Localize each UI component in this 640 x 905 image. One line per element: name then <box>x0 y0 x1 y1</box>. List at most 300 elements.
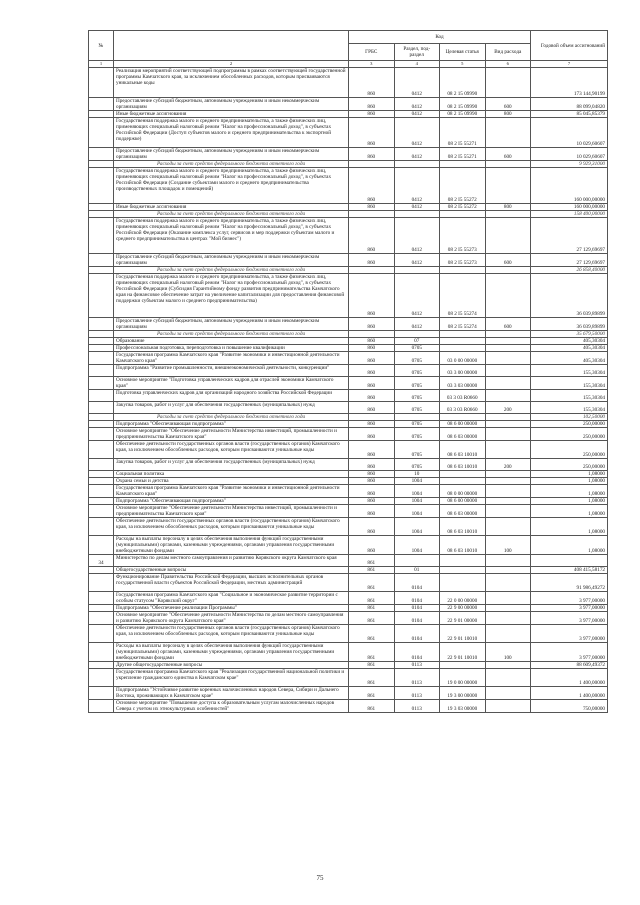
idx-2: 2 <box>114 61 349 68</box>
table-row <box>89 536 608 555</box>
row-grbs: 860 <box>349 365 395 377</box>
row-razdel: 0705 <box>394 365 440 377</box>
row-vr <box>485 267 531 274</box>
row-cs <box>440 567 486 574</box>
table-row <box>89 402 608 414</box>
header-sum: Годовой объем ассигнований <box>531 31 608 61</box>
row-razdel: 01 <box>394 567 440 574</box>
table-row <box>89 118 608 148</box>
row-vr <box>485 625 531 643</box>
idx-5: 5 <box>440 61 486 68</box>
row-sum: 3 977,00000 <box>531 625 608 643</box>
row-vr <box>485 414 531 421</box>
row-vr: 600 <box>485 148 531 161</box>
row-sum: 1 400,00000 <box>531 669 608 687</box>
row-razdel <box>394 331 440 338</box>
row-cs: 08 2 15 09990 <box>440 111 486 118</box>
row-cs: 19 3 03 00000 <box>440 700 486 713</box>
row-grbs: 860 <box>349 218 395 254</box>
row-vr <box>485 505 531 518</box>
row-cs: 22 9 00 00000 <box>440 605 486 612</box>
row-number <box>89 318 114 331</box>
row-name: Общегосударственные вопросы <box>114 567 349 574</box>
row-number <box>89 498 114 505</box>
row-razdel: 0412 <box>394 218 440 254</box>
row-cs: 08 2 I5 55274 <box>440 318 486 331</box>
row-name: Государственная программа Камчатского края "Социальное и экономическое развитие территории с особым статусом "Корякский округ" <box>114 592 349 605</box>
row-name: Основное мероприятие "Обеспечение деятельности Министерства инвестиций, промышленности и предпринимательства Камчатского края" <box>114 428 349 441</box>
row-razdel: 0412 <box>394 254 440 267</box>
row-cs: 08 6 03 00000 <box>440 505 486 518</box>
table-row <box>89 459 608 471</box>
table-row <box>89 254 608 267</box>
row-grbs: 861 <box>349 662 395 669</box>
row-razdel: 0412 <box>394 204 440 211</box>
table-row <box>89 365 608 377</box>
row-vr <box>485 377 531 390</box>
row-number <box>89 505 114 518</box>
table-row <box>89 687 608 700</box>
row-number <box>89 331 114 338</box>
row-sum: 250,00000 <box>531 428 608 441</box>
row-sum: 9 929,31000 <box>531 161 608 168</box>
row-number <box>89 669 114 687</box>
row-razdel <box>394 267 440 274</box>
row-number <box>89 161 114 168</box>
table-row <box>89 168 608 204</box>
row-grbs: 860 <box>349 148 395 161</box>
row-razdel: 0412 <box>394 111 440 118</box>
row-sum: 250,00000 <box>531 459 608 471</box>
row-sum: 155,30304 <box>531 365 608 377</box>
table-row <box>89 478 608 485</box>
row-vr: 100 <box>485 536 531 555</box>
row-sum: 3 977,00000 <box>531 605 608 612</box>
row-vr <box>485 338 531 345</box>
row-cs: 08 6 03 10010 <box>440 459 486 471</box>
table-row <box>89 218 608 254</box>
row-razdel: 0104 <box>394 592 440 605</box>
row-sum: 102,50000 <box>531 414 608 421</box>
row-vr <box>485 687 531 700</box>
row-number <box>89 567 114 574</box>
row-cs: 08 2 I5 55272 <box>440 204 486 211</box>
row-grbs: 860 <box>349 402 395 414</box>
row-name: Иные бюджетные ассигнования <box>114 111 349 118</box>
table-row <box>89 485 608 498</box>
row-cs <box>440 345 486 352</box>
row-sum: 10 029,60607 <box>531 148 608 161</box>
row-sum: 1,08000 <box>531 505 608 518</box>
table-row <box>89 68 608 98</box>
row-sum: 1,08000 <box>531 471 608 478</box>
row-sum <box>531 555 608 567</box>
row-razdel: 0104 <box>394 574 440 592</box>
row-cs: 22 9 01 10010 <box>440 625 486 643</box>
row-sum: 405,30304 <box>531 352 608 365</box>
table-row <box>89 625 608 643</box>
row-sum: 36 039,89899 <box>531 318 608 331</box>
row-number <box>89 643 114 662</box>
row-vr <box>485 331 531 338</box>
row-razdel: 0113 <box>394 700 440 713</box>
header-vr: Вид расхода <box>485 44 531 61</box>
table-row <box>89 98 608 111</box>
row-sum: 26 858,40000 <box>531 267 608 274</box>
row-razdel: 0412 <box>394 274 440 318</box>
row-vr <box>485 68 531 98</box>
budget-table <box>88 30 608 713</box>
row-sum: 88 609,49372 <box>531 662 608 669</box>
row-cs: 19 0 00 00000 <box>440 669 486 687</box>
row-vr <box>485 428 531 441</box>
row-razdel: 0412 <box>394 148 440 161</box>
row-grbs: 860 <box>349 498 395 505</box>
row-name: Основное мероприятие "Обеспечение деятельности Министерства по делам местного самоуправления и развитию Корякского округа Камчатского края" <box>114 612 349 625</box>
table-row <box>89 331 608 338</box>
row-number <box>89 612 114 625</box>
row-vr: 600 <box>485 98 531 111</box>
row-grbs: 860 <box>349 518 395 536</box>
row-name: Расходы на выплаты персоналу в целях обеспечения выполнения функций государственными (муниципальными) органами, казенными учреждениями, органами управления государственными внебюджетными фондами <box>114 536 349 555</box>
row-razdel: 0104 <box>394 643 440 662</box>
row-number <box>89 352 114 365</box>
table-row <box>89 148 608 161</box>
row-razdel: 1004 <box>394 485 440 498</box>
row-name: Расходы за счет средств федерального бюджета отчетного года <box>114 211 349 218</box>
row-grbs: 860 <box>349 68 395 98</box>
row-cs: 08 2 I5 55273 <box>440 254 486 267</box>
row-grbs: 861 <box>349 700 395 713</box>
row-sum: 158 400,00000 <box>531 211 608 218</box>
row-razdel: 1004 <box>394 536 440 555</box>
row-grbs: 861 <box>349 687 395 700</box>
row-name: Подпрограмма "Обеспечивающая подпрограмма" <box>114 498 349 505</box>
row-name: Расходы за счет средств федерального бюджета отчетного года <box>114 331 349 338</box>
row-number <box>89 421 114 428</box>
row-cs: 08 2 I5 55271 <box>440 148 486 161</box>
table-row <box>89 662 608 669</box>
row-name: Подготовка управленческих кадров для организаций народного хозяйства Российской Федерации <box>114 390 349 402</box>
row-grbs: 861 <box>349 625 395 643</box>
page-number: 75 <box>316 874 324 882</box>
row-cs: 03 3 03 R0660 <box>440 402 486 414</box>
idx-1: 1 <box>89 61 114 68</box>
row-name: Предоставление субсидий бюджетным, автономным учреждениям и иным некоммерческим организациям <box>114 318 349 331</box>
row-number <box>89 459 114 471</box>
header-razdel: Раздел, под-раздел <box>394 44 440 61</box>
row-cs: 08 6 03 10010 <box>440 441 486 459</box>
row-name: Государственная программа Камчатского края "Реализация государственной национальной политики и укрепление гражданского единства в Камчатском крае" <box>114 669 349 687</box>
table-row <box>89 700 608 713</box>
idx-4: 4 <box>394 61 440 68</box>
row-number <box>89 625 114 643</box>
row-vr <box>485 365 531 377</box>
row-grbs: 860 <box>349 485 395 498</box>
row-cs: 08 2 15 09990 <box>440 98 486 111</box>
row-cs: 03 3 00 00000 <box>440 365 486 377</box>
row-cs: 08 6 03 00000 <box>440 428 486 441</box>
row-grbs <box>349 211 395 218</box>
row-razdel: 10 <box>394 471 440 478</box>
row-sum: 85 045,85379 <box>531 111 608 118</box>
table-row <box>89 161 608 168</box>
row-name: Закупка товаров, работ и услуг для обеспечения государственных (муниципальных) нужд <box>114 402 349 414</box>
row-vr <box>485 345 531 352</box>
row-cs <box>440 555 486 567</box>
row-razdel: 0412 <box>394 168 440 204</box>
table-row <box>89 555 608 567</box>
row-sum: 27 129,69697 <box>531 218 608 254</box>
row-vr <box>485 211 531 218</box>
row-grbs: 860 <box>349 478 395 485</box>
row-number <box>89 254 114 267</box>
row-number <box>89 98 114 111</box>
row-vr <box>485 605 531 612</box>
row-sum: 160 000,00000 <box>531 168 608 204</box>
row-sum: 750,00000 <box>531 700 608 713</box>
row-vr <box>485 669 531 687</box>
row-number <box>89 700 114 713</box>
table-row <box>89 421 608 428</box>
row-sum: 91 986,49272 <box>531 574 608 592</box>
row-grbs <box>349 414 395 421</box>
row-razdel: 0412 <box>394 98 440 111</box>
row-vr <box>485 592 531 605</box>
row-razdel: 0104 <box>394 605 440 612</box>
row-sum: 27 129,69697 <box>531 254 608 267</box>
idx-3: 3 <box>349 61 395 68</box>
row-number <box>89 365 114 377</box>
row-razdel: 0705 <box>394 441 440 459</box>
row-grbs: 861 <box>349 605 395 612</box>
row-number <box>89 211 114 218</box>
header-grbs: ГРБС <box>349 44 395 61</box>
row-number <box>89 204 114 211</box>
row-number <box>89 662 114 669</box>
row-sum: 160 000,00000 <box>531 204 608 211</box>
row-sum: 3 977,00000 <box>531 592 608 605</box>
row-cs: 03 3 03 00000 <box>440 377 486 390</box>
row-name: Подпрограмма "Обеспечение реализации Программы" <box>114 605 349 612</box>
row-grbs: 861 <box>349 643 395 662</box>
row-name: Охрана семьи и детства <box>114 478 349 485</box>
row-number: 34 <box>89 555 114 567</box>
table-row <box>89 441 608 459</box>
row-sum: 155,30304 <box>531 377 608 390</box>
row-sum: 1,08000 <box>531 536 608 555</box>
row-vr <box>485 471 531 478</box>
row-name: Обеспечение деятельности государственных органов власти (государственных органов) Камчатского края, за исключением обособленных расходов, которым присваиваются уникальные коды <box>114 625 349 643</box>
row-name: Социальная политика <box>114 471 349 478</box>
row-cs: 19 3 00 00000 <box>440 687 486 700</box>
row-name: Предоставление субсидий бюджетным, автономным учреждениям и иным некоммерческим организациям <box>114 254 349 267</box>
row-sum: 405,30304 <box>531 338 608 345</box>
row-cs <box>440 662 486 669</box>
row-grbs: 860 <box>349 204 395 211</box>
row-vr: 600 <box>485 254 531 267</box>
header-cs: Целевая статья <box>440 44 486 61</box>
row-number <box>89 168 114 204</box>
table-row <box>89 505 608 518</box>
table-row <box>89 605 608 612</box>
row-razdel: 0113 <box>394 662 440 669</box>
table-row <box>89 428 608 441</box>
row-razdel: 07 <box>394 338 440 345</box>
row-razdel: 0113 <box>394 687 440 700</box>
row-cs: 08 2 I5 55274 <box>440 274 486 318</box>
row-grbs: 860 <box>349 168 395 204</box>
row-sum: 155,30304 <box>531 390 608 402</box>
row-name: Основное мероприятие "Подготовка управленческих кадров для отраслей экономики Камчатского края" <box>114 377 349 390</box>
table-row <box>89 643 608 662</box>
row-grbs: 860 <box>349 536 395 555</box>
row-grbs: 860 <box>349 352 395 365</box>
row-number <box>89 274 114 318</box>
row-grbs: 860 <box>349 421 395 428</box>
row-grbs: 860 <box>349 377 395 390</box>
row-grbs <box>349 161 395 168</box>
row-number <box>89 111 114 118</box>
row-number <box>89 574 114 592</box>
row-cs: 08 2 I5 55273 <box>440 218 486 254</box>
row-vr: 200 <box>485 402 531 414</box>
row-name: Государственная программа Камчатского края "Развитие экономики и инвестиционной деятельности Камчатского края" <box>114 352 349 365</box>
row-number <box>89 218 114 254</box>
row-sum: 408 415,58172 <box>531 567 608 574</box>
row-vr <box>485 478 531 485</box>
row-name: Государственная поддержка малого и среднего предпринимательства, а также физических лиц, применяющих специальный налоговый режим "Налог на профессиональный доход", в субъектах Российской Федерации (Субсидия Гарантийному фонду развития предпринимательства Камчатского края на финансовое обеспечение затрат на увеличение капитализации для предоставления финансовой поддержки субъектам малого и среднего предпринимательства) <box>114 274 349 318</box>
row-grbs: 861 <box>349 592 395 605</box>
row-razdel: 0705 <box>394 345 440 352</box>
row-grbs: 860 <box>349 459 395 471</box>
row-name: Государственная поддержка малого и среднего предпринимательства, а также физических лиц, применяющих специальный налоговый режим "Налог на профессиональный доход", в субъектах Российской Федерации (Создание субъектами малого и среднего предпринимательства производственных площадок и помещений) <box>114 168 349 204</box>
row-vr <box>485 662 531 669</box>
row-vr: 200 <box>485 459 531 471</box>
row-name: Другие общегосударственные вопросы <box>114 662 349 669</box>
row-grbs: 860 <box>349 471 395 478</box>
row-name: Основное мероприятие "Повышение доступа к образовательным услугам малочисленных народов Севера с учетом их этнокультурных особенностей" <box>114 700 349 713</box>
row-grbs: 860 <box>349 441 395 459</box>
row-vr: 600 <box>485 318 531 331</box>
row-cs: 08 6 03 10010 <box>440 536 486 555</box>
table-row <box>89 274 608 318</box>
row-cs: 08 6 00 00000 <box>440 498 486 505</box>
row-name: Обеспечение деятельности государственных органов власти (государственных органов) Камчатского края, за исключением обособленных расходов, которым присваиваются уникальные коды <box>114 518 349 536</box>
row-grbs: 861 <box>349 567 395 574</box>
row-vr <box>485 518 531 536</box>
row-grbs: 861 <box>349 612 395 625</box>
row-razdel: 1004 <box>394 478 440 485</box>
table-row <box>89 267 608 274</box>
row-number <box>89 518 114 536</box>
row-cs: 22 0 00 00000 <box>440 592 486 605</box>
row-vr <box>485 118 531 148</box>
row-razdel <box>394 555 440 567</box>
row-cs <box>440 471 486 478</box>
row-cs <box>440 574 486 592</box>
row-number <box>89 68 114 98</box>
idx-6: 6 <box>485 61 531 68</box>
row-vr: 800 <box>485 111 531 118</box>
row-name: Министерство по делам местного самоуправления и развитию Корякского округа Камчатского края <box>114 555 349 567</box>
row-grbs: 860 <box>349 111 395 118</box>
row-vr <box>485 498 531 505</box>
row-number <box>89 605 114 612</box>
table-row <box>89 592 608 605</box>
row-sum: 1,08000 <box>531 485 608 498</box>
table-row <box>89 211 608 218</box>
row-name: Образование <box>114 338 349 345</box>
row-name: Обеспечение деятельности государственных органов власти (государственных органов) Камчатского края, за исключением обособленных расходов, которым присваиваются уникальные коды <box>114 441 349 459</box>
row-razdel: 0412 <box>394 68 440 98</box>
row-vr: 800 <box>485 204 531 211</box>
document-sheet <box>88 30 608 875</box>
row-cs: 08 6 03 10010 <box>440 518 486 536</box>
row-sum: 1,08000 <box>531 498 608 505</box>
row-name: Реализация мероприятий соответствующей подпрограммы в рамках соответствующей государственной программы Камчатского края, за исключением обособленных расходов, которым присваиваются уникальные коды <box>114 68 349 98</box>
row-number <box>89 428 114 441</box>
row-sum: 10 029,60607 <box>531 118 608 148</box>
row-razdel <box>394 211 440 218</box>
row-name: Расходы за счет средств федерального бюджета отчетного года <box>114 161 349 168</box>
row-grbs: 860 <box>349 428 395 441</box>
row-vr <box>485 274 531 318</box>
row-grbs: 860 <box>349 390 395 402</box>
row-vr <box>485 352 531 365</box>
row-sum: 155,30304 <box>531 402 608 414</box>
row-number <box>89 441 114 459</box>
row-cs <box>440 338 486 345</box>
row-name: Государственная программа Камчатского края "Развитие экономики и инвестиционной деятельности Камчатского края" <box>114 485 349 498</box>
row-cs: 08 0 00 00000 <box>440 485 486 498</box>
row-name: Предоставление субсидий бюджетным, автономным учреждениям и иным некоммерческим организациям <box>114 98 349 111</box>
row-vr <box>485 218 531 254</box>
row-vr <box>485 567 531 574</box>
row-vr <box>485 555 531 567</box>
row-cs <box>440 267 486 274</box>
row-cs: 03 3 03 R0660 <box>440 390 486 402</box>
row-razdel: 0104 <box>394 625 440 643</box>
row-grbs <box>349 331 395 338</box>
row-cs: 08 2 15 09990 <box>440 68 486 98</box>
row-sum: 405,30304 <box>531 345 608 352</box>
table-row <box>89 518 608 536</box>
row-name: Государственная поддержка малого и среднего предпринимательства, а также физических лиц, применяющих специальный налоговый режим "Налог на профессиональный доход", в субъектах Российской Федерации (Оказание комплекса услуг, сервисов и мер поддержки субъектам малого и среднего предпринимательства в центрах "Мой бизнес") <box>114 218 349 254</box>
row-cs <box>440 414 486 421</box>
row-number <box>89 536 114 555</box>
row-name: Расходы за счет средств федерального бюджета отчетного года <box>114 267 349 274</box>
row-sum: 173 144,90199 <box>531 68 608 98</box>
row-sum: 250,00000 <box>531 421 608 428</box>
row-number <box>89 478 114 485</box>
row-grbs: 860 <box>349 274 395 318</box>
row-vr <box>485 390 531 402</box>
row-number <box>89 118 114 148</box>
row-cs: 22 9 01 10010 <box>440 643 486 662</box>
row-number <box>89 414 114 421</box>
table-row <box>89 377 608 390</box>
row-sum: 3 977,00000 <box>531 643 608 662</box>
table-row <box>89 390 608 402</box>
row-razdel: 0104 <box>394 612 440 625</box>
row-vr <box>485 421 531 428</box>
row-cs: 03 0 00 00000 <box>440 352 486 365</box>
row-vr: 100 <box>485 643 531 662</box>
row-number <box>89 687 114 700</box>
row-razdel: 0705 <box>394 459 440 471</box>
row-number <box>89 148 114 161</box>
